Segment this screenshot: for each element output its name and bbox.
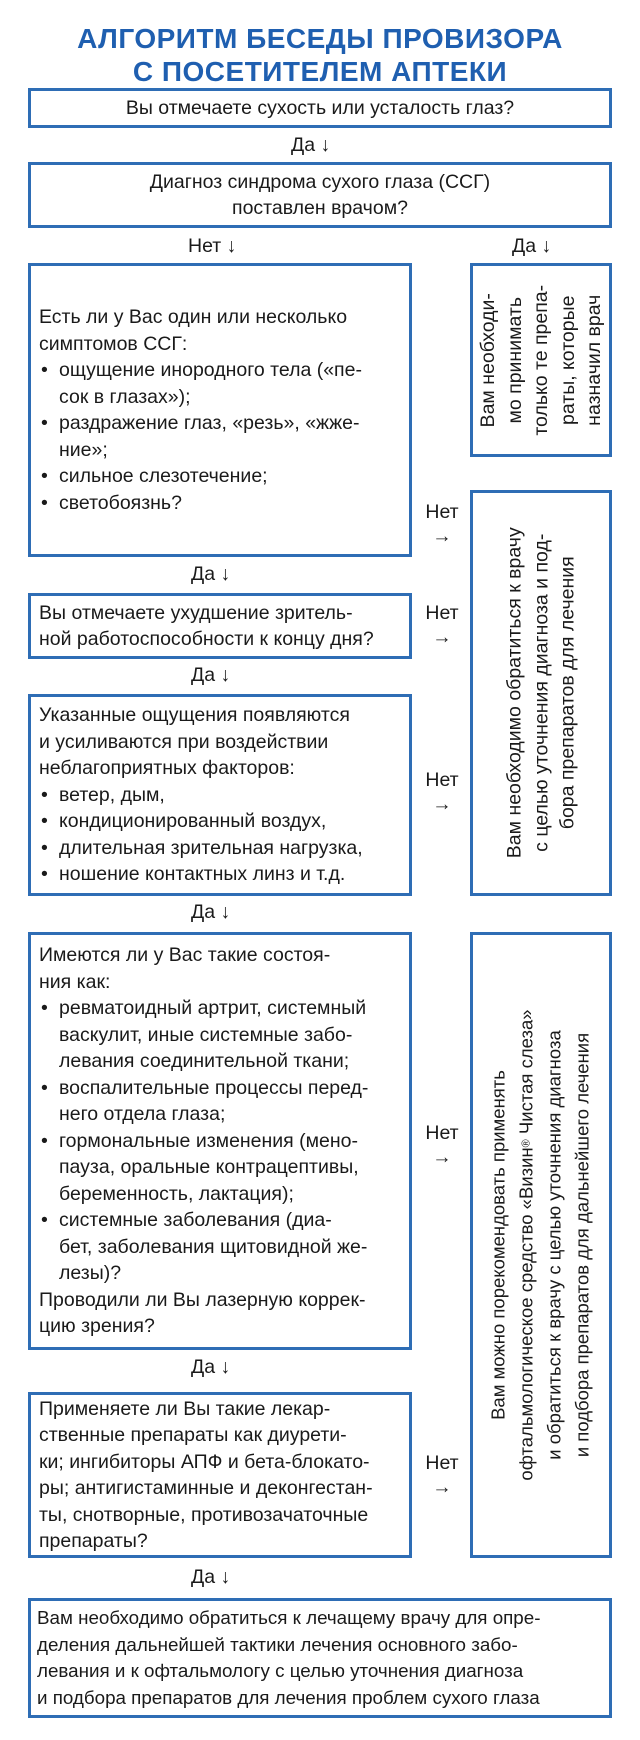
no-arrow-symptoms: Нет → xyxy=(416,500,468,548)
factors-list xyxy=(39,782,401,888)
question-diagnosis-line-1: Диагноз синдрома сухого глаза (ССГ) xyxy=(149,170,491,193)
yes-label-conditions: Да ↓ xyxy=(191,1356,231,1378)
question-medications: Применяете ли Вы такие лекар- ственные препараты как диурети- ки; ингибиторы АПФ и бета-блокато- ры; антигистаминные и деконгестан- ты, снотворные, противозачаточные препараты? xyxy=(28,1392,412,1558)
no-arrow-conditions: Нет → xyxy=(416,1121,468,1169)
yes-label-symptoms: Да ↓ xyxy=(191,563,231,585)
list-item: • ношение контактных линз и т.д. xyxy=(39,861,401,888)
question-conditions xyxy=(28,932,412,1350)
question-diagnosis xyxy=(28,162,612,228)
yes-label-diagnosis: Да ↓ xyxy=(512,235,552,257)
no-arrow-visual: Нет → xyxy=(416,601,468,649)
doctor-prescribed-box xyxy=(470,263,612,457)
arrow-down-icon: ↓ xyxy=(541,235,552,257)
yes-label-visual: Да ↓ xyxy=(191,664,231,686)
recommend-product-line: офтальмологическое средство «Визин® Чистая слеза» xyxy=(516,1009,537,1481)
title-line-2: С ПОСЕТИТЕЛЕМ АПТЕКИ xyxy=(132,56,508,87)
yes-label-medications: Да ↓ xyxy=(191,1566,231,1588)
symptoms-lead: Есть ли у Вас один или несколько симптомов ССГ: xyxy=(39,306,348,355)
arrow-right-icon: → xyxy=(432,793,452,815)
refer-doctor-box xyxy=(470,490,612,896)
list-item: • сильное слезотечение; xyxy=(39,463,401,490)
arrow-down-icon: ↓ xyxy=(320,134,331,156)
arrow-right-icon: → xyxy=(432,1476,452,1498)
arrow-down-icon: ↓ xyxy=(226,235,237,257)
doctor-prescribed-text: Вам необходи- мо принимать только те препа- раты, которые назначил врач xyxy=(476,284,605,436)
arrow-right-icon: → xyxy=(432,1146,452,1168)
title-line-1: АЛГОРИТМ БЕСЕДЫ ПРОВИЗОРА xyxy=(77,23,563,54)
list-item: • длительная зрительная нагрузка, xyxy=(39,835,401,862)
question-visual-performance: Вы отмечаете ухудшение зритель- ной работоспособности к концу дня? xyxy=(28,593,412,659)
question-diagnosis-line-2: поставлен врачом? xyxy=(232,197,408,219)
refer-doctor-text: Вам необходимо обратиться к врачу с целью уточнения диагноза и под- бора препаратов для лечения xyxy=(503,527,579,859)
list-item: • системные заболевания (диа- бет, заболевания щитовидной же- лезы)? xyxy=(39,1207,401,1287)
symptoms-list xyxy=(39,357,401,516)
question-dryness xyxy=(28,88,612,128)
yes-label-1: Да ↓ xyxy=(291,134,331,156)
final-recommendation-box: Вам необходимо обратиться к лечащему врачу для опре- деления дальнейшей тактики лечения основного забо- левания и к офтальмологу с целью уточнения диагноза и подбора препаратов для лечения проблем сухого глаза xyxy=(28,1598,612,1718)
conditions-lead: Имеются ли у Вас такие состоя- ния как: xyxy=(39,944,331,993)
conditions-laser: Проводили ли Вы лазерную коррек- цию зрения? xyxy=(39,1288,366,1338)
arrow-down-icon: ↓ xyxy=(220,901,231,923)
list-item: • гормональные изменения (мено- пауза, оральные контрацептивы, беременность, лактация); xyxy=(39,1128,401,1208)
list-item: • кондиционированный воздух, xyxy=(39,808,401,835)
list-item: • ощущение инородного тела («пе- сок в глазах»); xyxy=(39,357,401,410)
list-item: • воспалительные процессы перед- него отдела глаза; xyxy=(39,1075,401,1128)
arrow-down-icon: ↓ xyxy=(220,1356,231,1378)
list-item: • ревматоидный артрит, системный васкулит, иные системные забо- левания соединительной ткани; xyxy=(39,995,401,1075)
list-item: • раздражение глаз, «резь», «жже- ние»; xyxy=(39,410,401,463)
page-title xyxy=(0,22,640,88)
list-item: • ветер, дым, xyxy=(39,782,401,809)
question-factors xyxy=(28,694,412,896)
yes-label-factors: Да ↓ xyxy=(191,901,231,923)
recommend-text: Вам можно порекомендовать применять офтальмологическое средство «Визин® Чистая слеза» и обратиться к врачу с целью уточнения диагноза и подбора препаратов для дальнейшего лечения xyxy=(488,1009,593,1481)
arrow-right-icon: → xyxy=(432,525,452,547)
no-arrow-medications: Нет → xyxy=(416,1451,468,1499)
arrow-down-icon: ↓ xyxy=(220,664,231,686)
arrow-right-icon: → xyxy=(432,626,452,648)
conditions-list xyxy=(39,995,401,1287)
question-dryness-text: Вы отмечаете сухость или усталость глаз? xyxy=(125,96,515,119)
arrow-down-icon: ↓ xyxy=(220,1566,231,1588)
list-item: • светобоязнь? xyxy=(39,490,401,517)
question-symptoms xyxy=(28,263,412,557)
recommend-box xyxy=(470,932,612,1558)
registered-mark: ® xyxy=(521,1139,533,1148)
factors-lead: Указанные ощущения появляются и усиливаются при воздействии неблагоприятных факторов: xyxy=(39,704,350,780)
no-arrow-factors: Нет → xyxy=(416,768,468,816)
arrow-down-icon: ↓ xyxy=(220,563,231,585)
no-label-diagnosis: Нет ↓ xyxy=(188,235,237,257)
